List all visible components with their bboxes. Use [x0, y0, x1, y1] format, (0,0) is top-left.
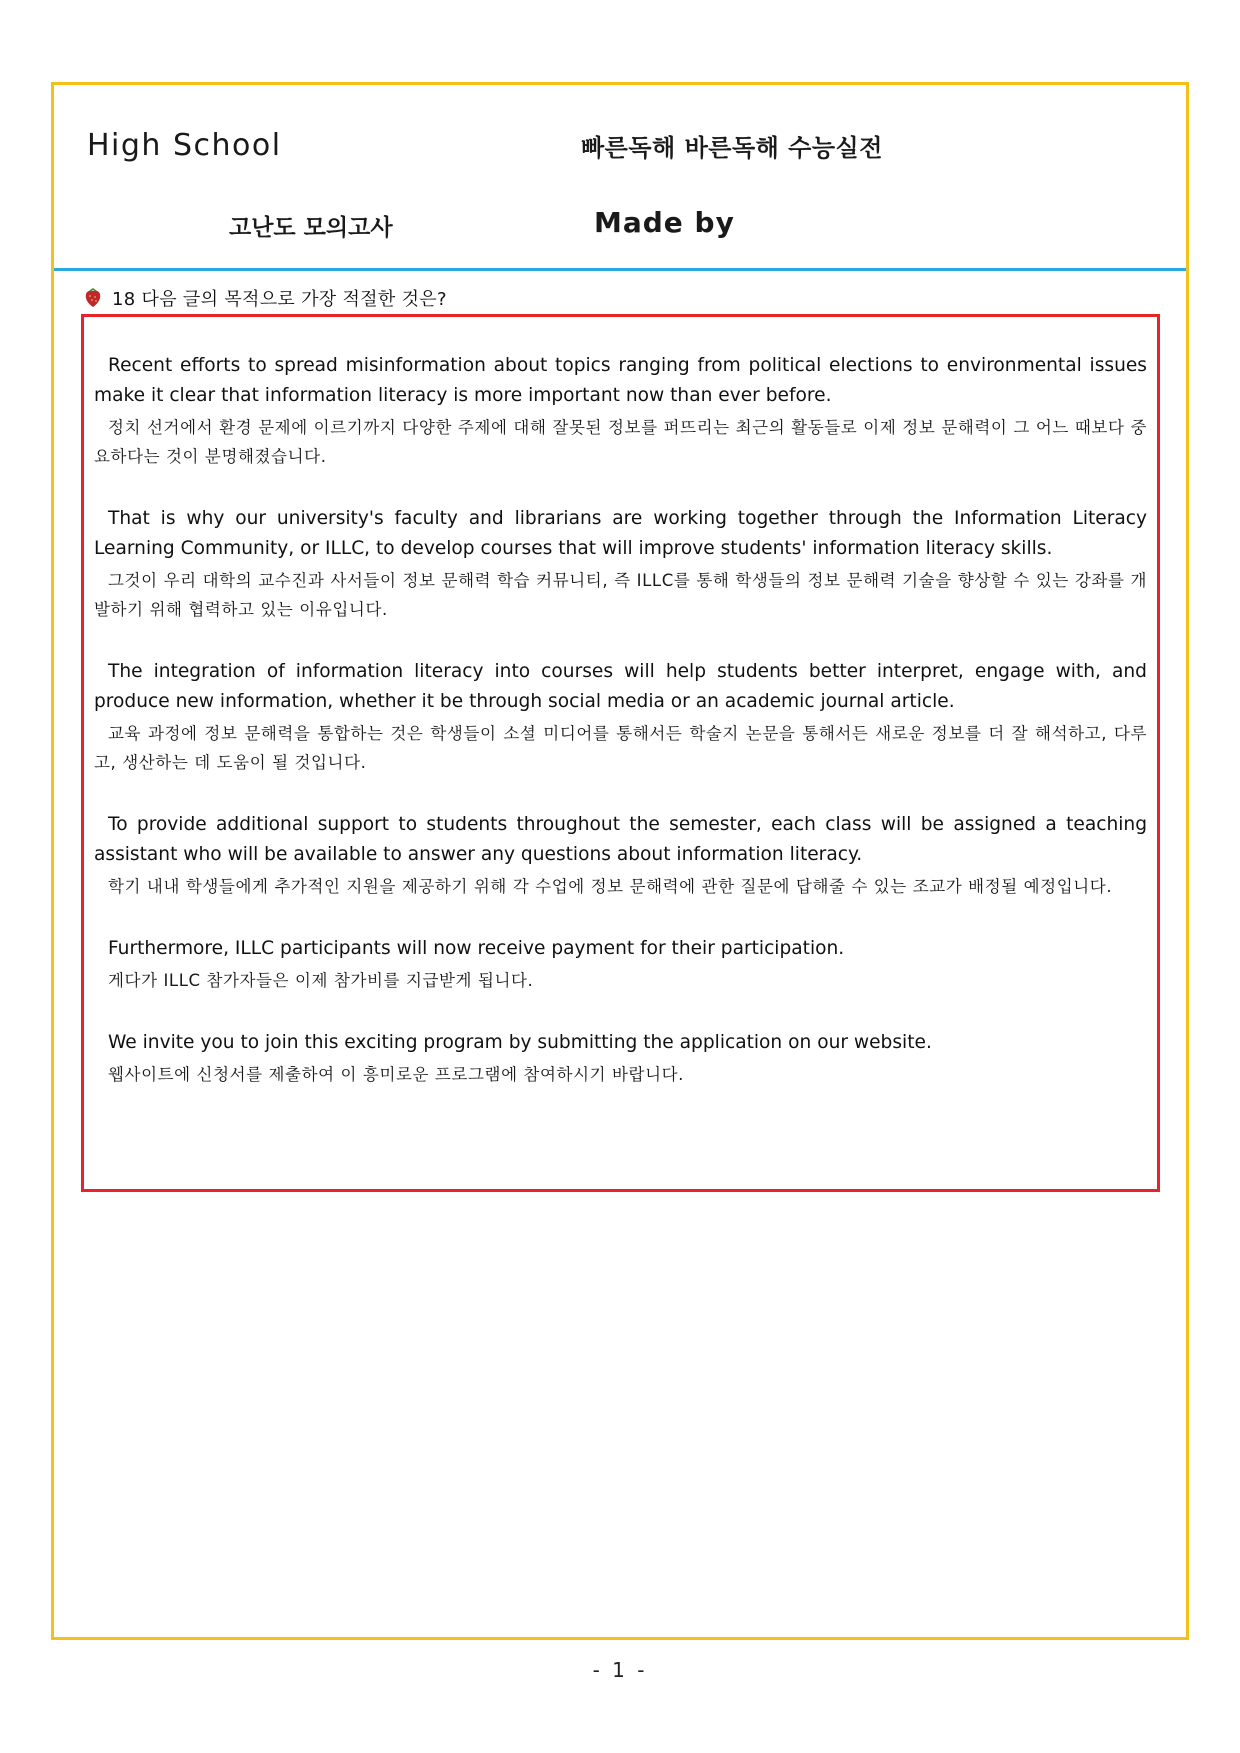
series-title: 빠른독해 바른독해 수능실전 — [581, 134, 883, 162]
page-number: - 1 - — [592, 1658, 648, 1682]
english-sentence: The integration of information literacy into courses will help students better interpret, engage with, and produce new information, whether it be through social media or an academic journal article. — [94, 661, 1147, 712]
english-sentence: We invite you to join this exciting program by submitting the application on our website. — [108, 1032, 932, 1053]
passage-box — [81, 314, 1160, 1192]
passage-paragraph — [94, 657, 1147, 777]
passage-paragraph — [94, 1028, 1147, 1089]
passage-paragraph — [94, 934, 1147, 995]
korean-translation: 정치 선거에서 환경 문제에 이르기까지 다양한 주제에 대해 잘못된 정보를 퍼뜨리는 최근의 활동들로 이제 정보 문해력이 그 어느 때보다 중요하다는 것이 분명해졌습니다. — [94, 418, 1147, 466]
question-heading — [84, 285, 447, 311]
school-label: High School — [87, 128, 282, 163]
english-sentence: To provide additional support to students throughout the semester, each class will be assigned a teaching assistant who will be available to answer any questions about information literacy. — [94, 814, 1147, 865]
english-sentence: That is why our university's faculty and librarians are working together through the Information Literacy Learning Community, or ILLC, to develop courses that will improve students' information literacy skills. — [94, 508, 1147, 559]
korean-translation: 교육 과정에 정보 문해력을 통합하는 것은 학생들이 소셜 미디어를 통해서든 학술지 논문을 통해서든 새로운 정보를 더 잘 해석하고, 다루고, 생산하는 데 도움이 될 것입니다. — [94, 724, 1147, 772]
passage-paragraph — [94, 351, 1147, 471]
page-frame — [51, 82, 1189, 1640]
korean-translation: 그것이 우리 대학의 교수진과 사서들이 정보 문해력 학습 커뮤니티, 즉 ILLC를 통해 학생들의 정보 문해력 기술을 향상할 수 있는 강좌를 개발하기 위해 협력하고 있는 이유입니다. — [94, 571, 1147, 619]
korean-translation: 학기 내내 학생들에게 추가적인 지원을 제공하기 위해 각 수업에 정보 문해력에 관한 질문에 답해줄 수 있는 조교가 배정될 예정입니다. — [108, 877, 1113, 896]
exam-title: 고난도 모의고사 — [229, 215, 393, 241]
header-divider — [54, 268, 1186, 271]
strawberry-bullet-icon — [84, 288, 102, 308]
korean-translation: 웹사이트에 신청서를 제출하여 이 흥미로운 프로그램에 참여하시기 바랍니다. — [108, 1065, 685, 1084]
passage-paragraph — [94, 504, 1147, 624]
english-sentence: Recent efforts to spread misinformation about topics ranging from political elections to environmental issues make it clear that information literacy is more important now than ever before. — [94, 355, 1147, 406]
passage-paragraph — [94, 810, 1147, 901]
question-text: 18 다음 글의 목적으로 가장 적절한 것은? — [112, 289, 447, 310]
made-by-label: Made by — [594, 206, 735, 239]
english-sentence: Furthermore, ILLC participants will now receive payment for their participation. — [108, 938, 845, 959]
korean-translation: 게다가 ILLC 참가자들은 이제 참가비를 지급받게 됩니다. — [108, 971, 534, 990]
